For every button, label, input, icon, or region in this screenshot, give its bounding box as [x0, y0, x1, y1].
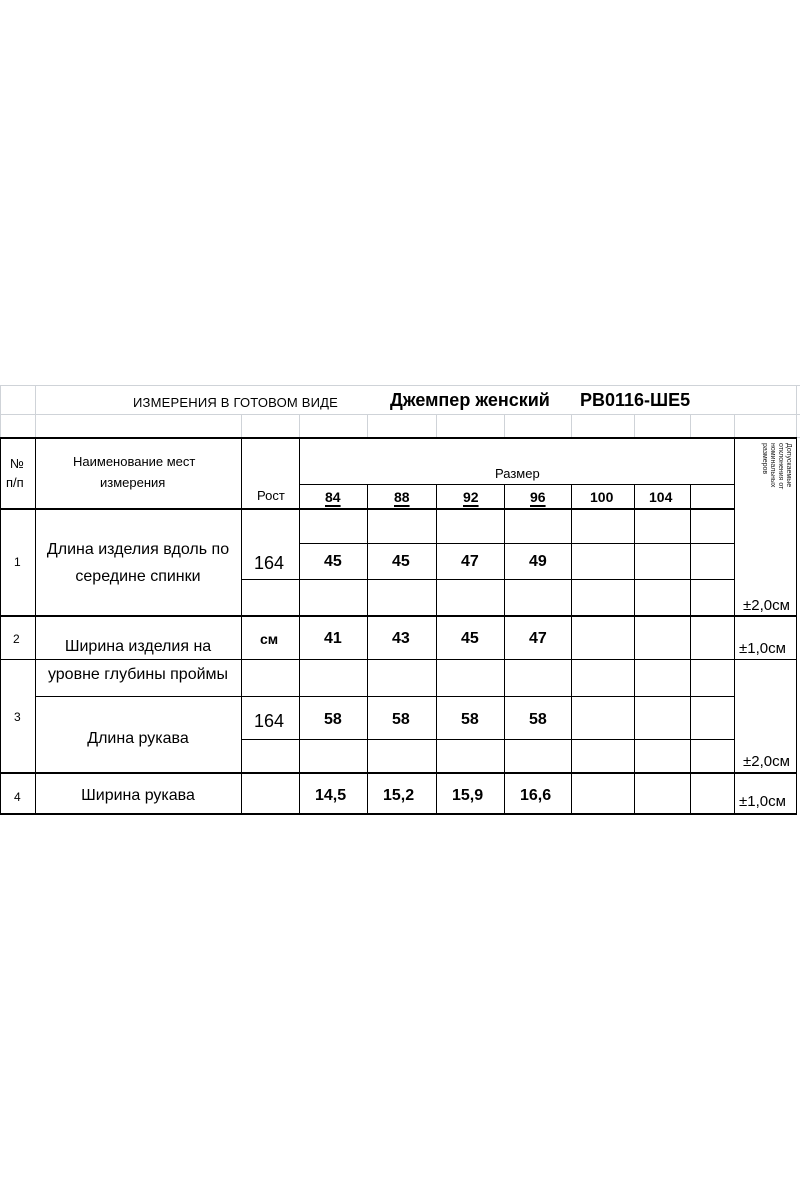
grid-line — [0, 414, 800, 415]
table-border — [241, 579, 734, 580]
grid-line — [367, 414, 368, 437]
tolerance-value: ±1,0см — [739, 640, 786, 657]
grid-line — [436, 414, 437, 437]
grid-line — [241, 414, 242, 437]
row-name: Ширина рукава — [81, 787, 195, 804]
tolerance-header: Допускаемые отклонения от номинальных размеров — [761, 443, 792, 490]
product-title: Джемпер женский — [390, 390, 550, 410]
table-border — [35, 659, 797, 660]
table-border — [436, 484, 437, 815]
row-name: Ширина изделия на — [64, 638, 212, 655]
table-border — [690, 484, 691, 815]
cell-value: 58 — [461, 711, 479, 728]
row-name-sub: середине спинки — [75, 568, 201, 585]
table-border — [0, 437, 1, 815]
table-border — [241, 739, 734, 740]
table-border — [0, 659, 35, 660]
grid-line — [504, 414, 505, 437]
table-border — [0, 772, 797, 774]
grid-line — [734, 414, 735, 437]
table-border — [0, 437, 797, 439]
table-border — [367, 484, 368, 815]
size-84: 84 — [325, 489, 341, 505]
table-border — [299, 543, 734, 544]
tolerance-value: ±2,0см — [743, 597, 790, 614]
row-number: 4 — [14, 790, 21, 804]
cell-value: 47 — [529, 630, 547, 647]
cell-value: 15,2 — [383, 787, 415, 804]
size-header: Размер — [495, 466, 540, 481]
cell-value: 41 — [324, 630, 342, 647]
size-96: 96 — [530, 489, 546, 505]
num-header: № — [10, 456, 24, 471]
table-border — [299, 437, 300, 815]
cell-value: 47 — [461, 553, 479, 570]
cell-value: 43 — [392, 630, 410, 647]
unit-label: см — [260, 631, 279, 647]
table-border — [796, 437, 797, 815]
table-border — [634, 484, 635, 815]
measure-title: ИЗМЕРЕНИЯ В ГОТОВОМ ВИДЕ — [133, 395, 339, 410]
table-border — [0, 813, 797, 815]
grid-line — [690, 414, 691, 437]
rost-value: 164 — [254, 553, 285, 573]
size-100: 100 — [590, 489, 614, 505]
row-number: 1 — [14, 555, 21, 569]
size-88: 88 — [394, 489, 410, 505]
table-border — [35, 437, 36, 815]
row-number: 2 — [13, 632, 20, 646]
cell-value: 58 — [529, 711, 547, 728]
cell-value: 58 — [392, 711, 410, 728]
cell-value: 45 — [324, 553, 342, 570]
table-border — [571, 484, 572, 815]
table-border — [0, 615, 797, 617]
cell-value: 16,6 — [520, 787, 552, 804]
name-header: Наименование мест — [73, 454, 196, 469]
tolerance-value: ±1,0см — [739, 793, 786, 810]
grid-line — [634, 414, 635, 437]
grid-line — [571, 414, 572, 437]
table-border — [35, 696, 734, 697]
tolerance-value: ±2,0см — [743, 753, 790, 770]
rost-header: Рост — [257, 488, 285, 503]
name-header-sub: измерения — [100, 475, 166, 490]
table-border — [299, 484, 734, 485]
cell-value: 49 — [529, 553, 547, 570]
num-header-sub: п/п — [6, 475, 24, 490]
rost-value: 164 — [254, 711, 285, 731]
cell-value: 14,5 — [315, 787, 347, 804]
row-name: Длина рукава — [87, 730, 189, 747]
cell-value: 45 — [461, 630, 479, 647]
size-92: 92 — [463, 489, 479, 505]
row-number: 3 — [14, 710, 21, 724]
row-name-sub: уровне глубины проймы — [47, 666, 229, 683]
article-code: РВ0116-ШЕ5 — [580, 390, 691, 410]
row-name: Длина изделия вдоль по — [46, 541, 230, 558]
cell-value: 58 — [324, 711, 342, 728]
cell-value: 15,9 — [452, 787, 484, 804]
cell-value: 45 — [392, 553, 410, 570]
grid-line — [0, 385, 800, 386]
grid-line — [299, 414, 300, 437]
table-border — [504, 484, 505, 815]
table-border — [241, 437, 242, 815]
grid-line — [35, 385, 36, 437]
size-104: 104 — [649, 489, 673, 505]
